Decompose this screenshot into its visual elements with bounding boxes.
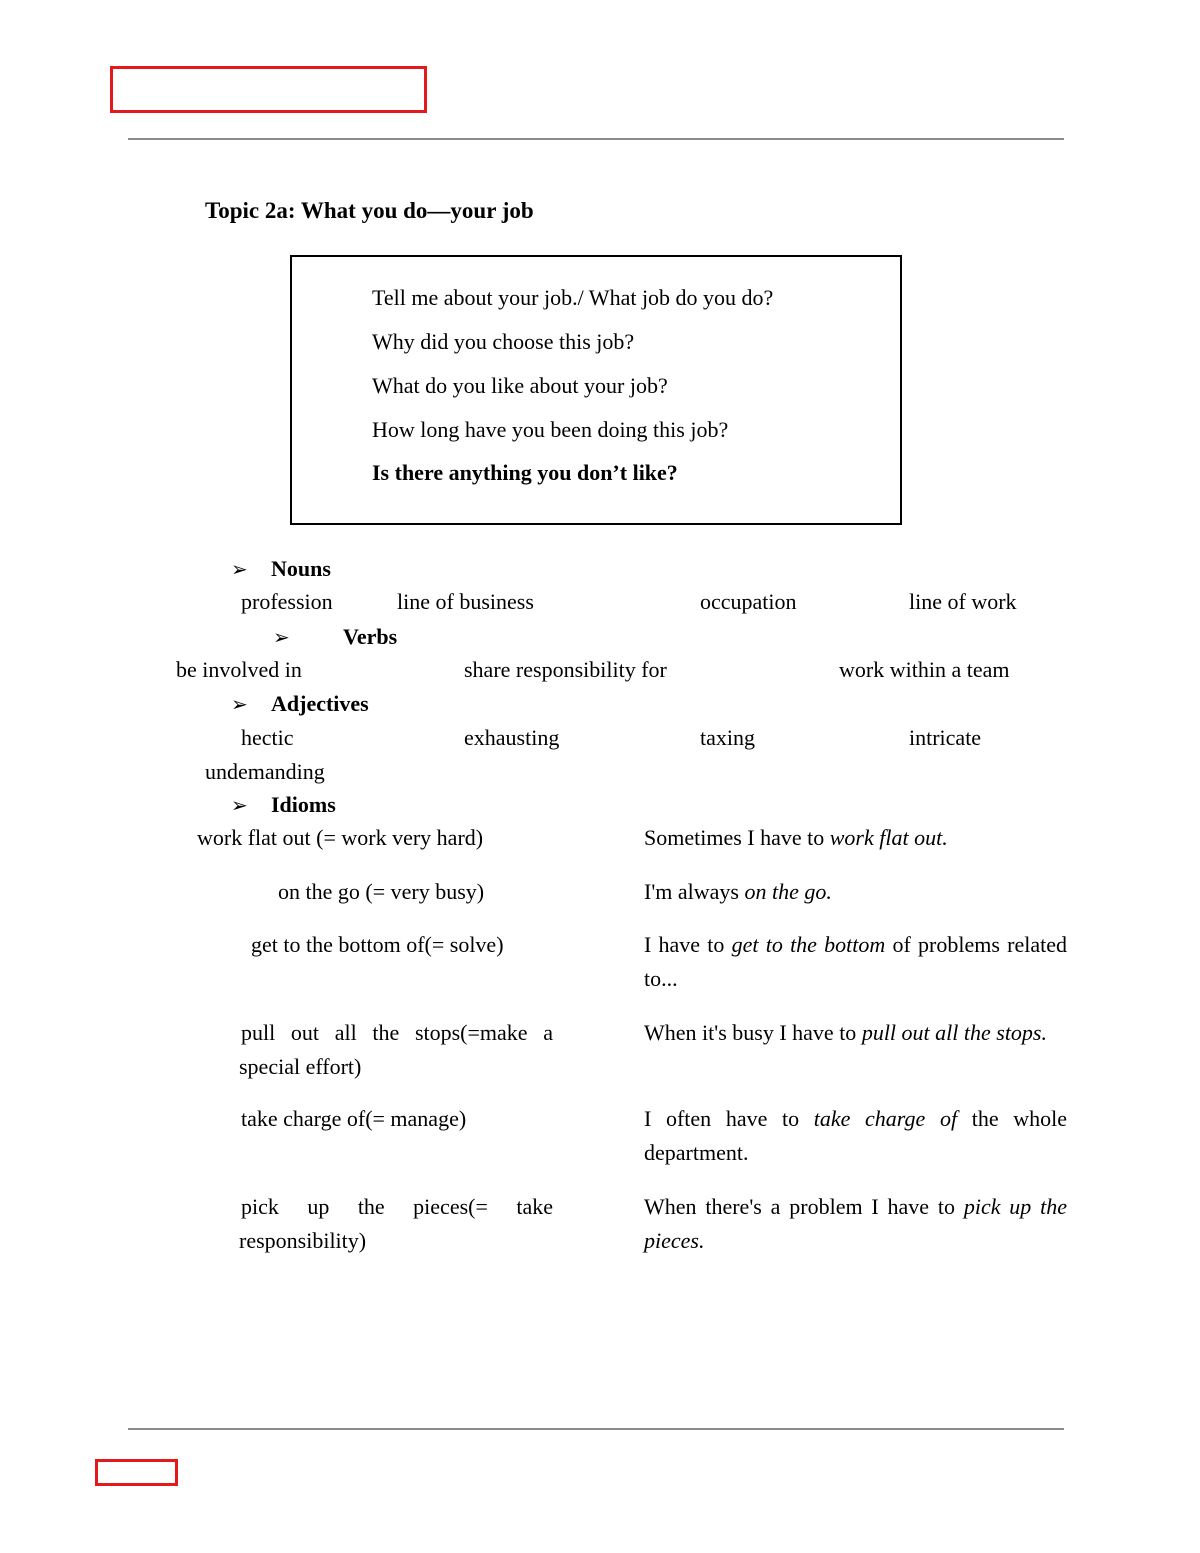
- idioms-bullet-icon: ➢: [231, 793, 248, 817]
- adjective-word: hectic: [241, 725, 294, 750]
- idiom-example: I have to get to the bottom of problems related to...: [644, 932, 1067, 991]
- question-2: Why did you choose this job?: [372, 329, 635, 354]
- idiom-term: get to the bottom of(= solve): [251, 932, 504, 957]
- header-rule: [128, 138, 1064, 140]
- nouns-heading: Nouns: [271, 556, 331, 581]
- noun-word: profession: [241, 589, 333, 614]
- idiom-term: pull out all the stops(=make a special effort): [239, 1020, 553, 1079]
- question-1: Tell me about your job./ What job do you do?: [372, 285, 774, 310]
- questions-box: [290, 255, 902, 525]
- idiom-example: Sometimes I have to work flat out.: [644, 825, 948, 850]
- question-5: Is there anything you don’t like?: [372, 460, 678, 485]
- verbs-bullet-icon: ➢: [273, 625, 290, 649]
- idiom-term: take charge of(= manage): [241, 1106, 467, 1131]
- footer-rule: [128, 1428, 1064, 1430]
- verb-word: share responsibility for: [464, 657, 667, 682]
- header-red-box: [110, 66, 427, 113]
- nouns-bullet-icon: ➢: [231, 557, 248, 581]
- adjectives-heading: Adjectives: [271, 691, 369, 716]
- verb-word: work within a team: [839, 657, 1010, 682]
- page-title: Topic 2a: What you do—your job: [205, 198, 534, 223]
- noun-word: occupation: [700, 589, 797, 614]
- footer-red-box: [95, 1459, 178, 1486]
- verbs-heading: Verbs: [343, 624, 398, 649]
- idioms-heading: Idioms: [271, 792, 336, 817]
- adjective-word: undemanding: [205, 759, 325, 784]
- idiom-example: I often have to take charge of the whole department.: [644, 1106, 1068, 1165]
- idiom-example: When there's a problem I have to pick up the pieces.: [644, 1194, 1067, 1253]
- idiom-term: work flat out (= work very hard): [197, 825, 484, 850]
- idiom-term: pick up the pieces(= take responsibility): [239, 1194, 553, 1253]
- verb-word: be involved in: [176, 657, 302, 682]
- idiom-example: I'm always on the go.: [644, 879, 832, 904]
- idiom-example: When it's busy I have to pull out all the stops.: [644, 1020, 1047, 1045]
- question-3: What do you like about your job?: [372, 373, 668, 398]
- idiom-term: on the go (= very busy): [278, 879, 485, 904]
- adjective-word: exhausting: [464, 725, 560, 750]
- adjective-word: intricate: [909, 725, 982, 750]
- adjective-word: taxing: [700, 725, 755, 750]
- noun-word: line of business: [397, 589, 534, 614]
- question-4: How long have you been doing this job?: [372, 417, 729, 442]
- noun-word: line of work: [909, 589, 1017, 614]
- adjectives-bullet-icon: ➢: [231, 692, 248, 716]
